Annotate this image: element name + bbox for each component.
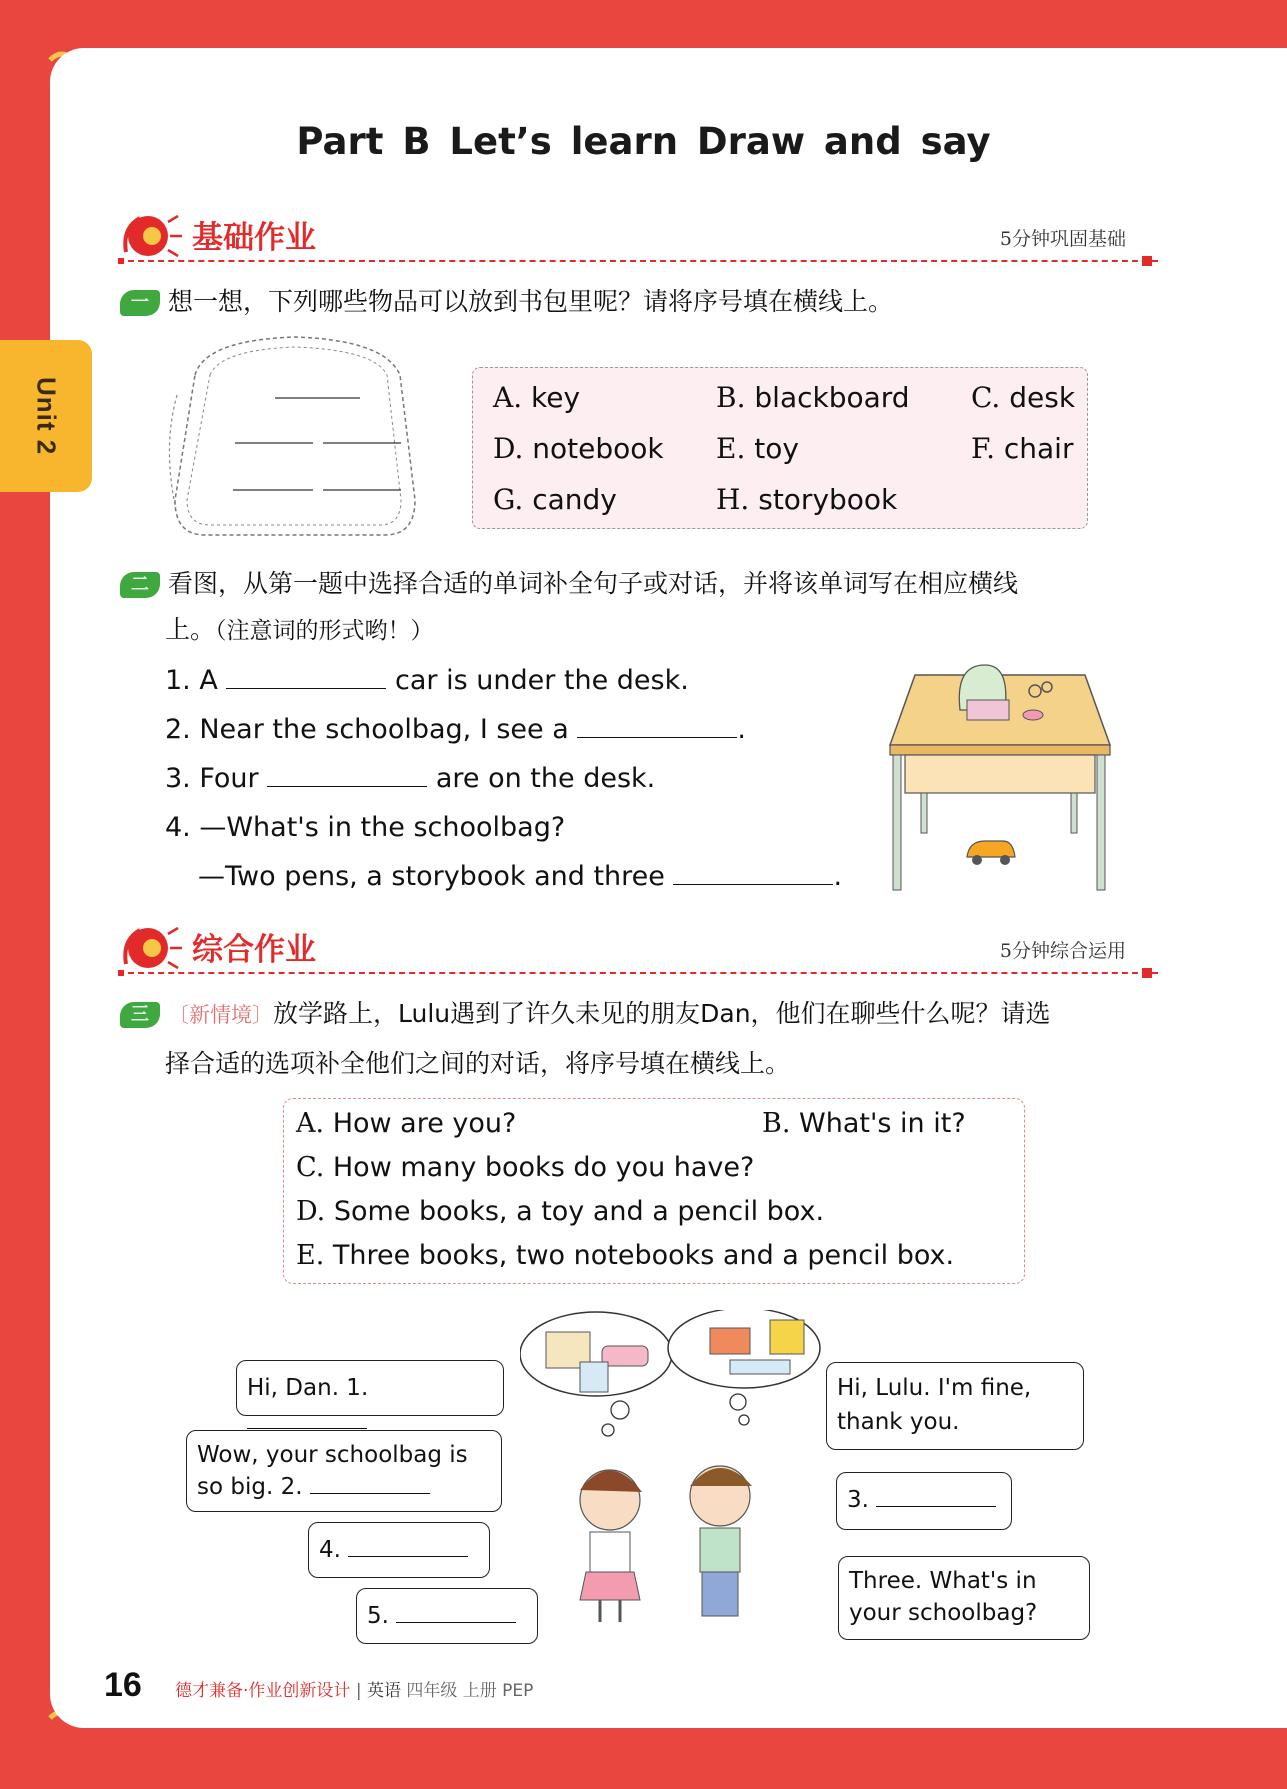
section-subtitle: 5分钟综合运用 bbox=[999, 940, 1126, 962]
word-option: F. chair bbox=[971, 432, 1074, 465]
speech-bubble-lulu-2: Wow, your schoolbag is so big. 2. bbox=[186, 1430, 502, 1512]
footer-info: 德才兼备·作业创新设计 | 英语 四年级 上册 PEP bbox=[175, 1681, 534, 1701]
section-label: 基础作业 bbox=[192, 220, 316, 256]
bell-mascot-icon bbox=[118, 920, 184, 978]
question-2-prompt-cont: 上。（注意词的形式哟！） bbox=[165, 615, 434, 644]
sentence-2: 2. Near the schoolbag, I see a . bbox=[165, 714, 746, 745]
schoolbag-outline-drawing bbox=[165, 335, 425, 545]
page-number: 16 bbox=[104, 1666, 142, 1704]
section-divider bbox=[118, 260, 1158, 262]
word-option: C. desk bbox=[971, 381, 1076, 414]
unit-tab bbox=[0, 340, 92, 492]
question-badge: 二 bbox=[120, 572, 160, 598]
question-2-text: 看图，从第一题中选择合适的单词补全句子或对话，并将该单词写在相应横线 bbox=[168, 569, 1019, 598]
answer-blank[interactable] bbox=[267, 763, 427, 787]
bell-mascot-icon bbox=[118, 208, 184, 266]
section-divider bbox=[118, 972, 1158, 974]
page-title: Part B Let’s learn Draw and say bbox=[296, 120, 991, 163]
section-subtitle: 5分钟巩固基础 bbox=[999, 228, 1126, 250]
speech-bubble-dan-3: Three. What's in your schoolbag? bbox=[838, 1556, 1090, 1640]
footer-grade: 四年级 上册 PEP bbox=[406, 1681, 534, 1701]
answer-blank[interactable] bbox=[247, 1407, 367, 1429]
answer-blank[interactable] bbox=[348, 1535, 468, 1557]
dialogue-illustration bbox=[520, 1310, 840, 1630]
option-b: B. What's in it? bbox=[762, 1108, 966, 1139]
sentence-1: 1. A car is under the desk. bbox=[165, 665, 689, 696]
option-c: C. How many books do you have? bbox=[296, 1152, 755, 1183]
section-header-comprehensive bbox=[118, 920, 1158, 980]
speech-bubble-dan-1: Hi, Lulu. I'm fine, thank you. bbox=[826, 1362, 1084, 1450]
option-d: D. Some books, a toy and a pencil box. bbox=[296, 1196, 825, 1227]
question-badge: 一 bbox=[120, 290, 160, 316]
speech-bubble-lulu-3: 4. bbox=[308, 1522, 490, 1578]
answer-blank[interactable] bbox=[673, 861, 833, 885]
option-a: A. How are you? bbox=[296, 1108, 517, 1139]
word-option: E. toy bbox=[716, 432, 799, 465]
desk-illustration bbox=[885, 655, 1115, 895]
sentence-4-question: 4. —What's in the schoolbag? bbox=[165, 812, 566, 843]
word-bank-box bbox=[472, 367, 1088, 529]
question-badge: 三 bbox=[120, 1002, 160, 1028]
sentence-4-answer: —Two pens, a storybook and three . bbox=[198, 861, 843, 892]
word-option: B. blackboard bbox=[716, 381, 910, 414]
word-option: D. notebook bbox=[493, 432, 664, 465]
question-3-prompt bbox=[120, 990, 1051, 1039]
section-header-basic bbox=[118, 208, 1158, 268]
option-e: E. Three books, two notebooks and a pencil box. bbox=[296, 1240, 955, 1271]
question-1-prompt bbox=[120, 278, 893, 326]
word-option: G. candy bbox=[493, 483, 617, 516]
speech-bubble-lulu-1: Hi, Dan. 1. bbox=[236, 1360, 504, 1416]
section-label: 综合作业 bbox=[192, 932, 316, 968]
answer-blank[interactable] bbox=[876, 1485, 996, 1507]
question-2-note: （注意词的形式哟！） bbox=[215, 618, 434, 644]
unit-tab-label: Unit 2 bbox=[31, 376, 62, 456]
word-option: H. storybook bbox=[716, 483, 898, 516]
question-1-text: 想一想，下列哪些物品可以放到书包里呢？请将序号填在横线上。 bbox=[168, 287, 894, 316]
answer-blank[interactable] bbox=[226, 665, 386, 689]
word-option: A. key bbox=[493, 381, 581, 414]
answer-blank[interactable] bbox=[396, 1601, 516, 1623]
sentence-3: 3. Four are on the desk. bbox=[165, 763, 656, 794]
footer-brand: 德才兼备·作业创新设计 bbox=[175, 1681, 351, 1701]
speech-bubble-lulu-4: 5. bbox=[356, 1588, 538, 1644]
question-3-prompt-cont: 择合适的选项补全他们之间的对话，将序号填在横线上。 bbox=[165, 1049, 791, 1078]
question-2-prompt bbox=[120, 560, 1018, 608]
answer-blank[interactable] bbox=[577, 714, 737, 738]
question-3-text: 放学路上，Lulu遇到了许久未见的朋友Dan，他们在聊些什么呢？请选 bbox=[273, 999, 1051, 1028]
answer-blank[interactable] bbox=[310, 1472, 430, 1494]
new-context-tag: 〔新情境〕 bbox=[168, 1003, 273, 1027]
speech-bubble-dan-2: 3. bbox=[836, 1472, 1012, 1530]
footer-subject: 英语 bbox=[366, 1681, 401, 1701]
